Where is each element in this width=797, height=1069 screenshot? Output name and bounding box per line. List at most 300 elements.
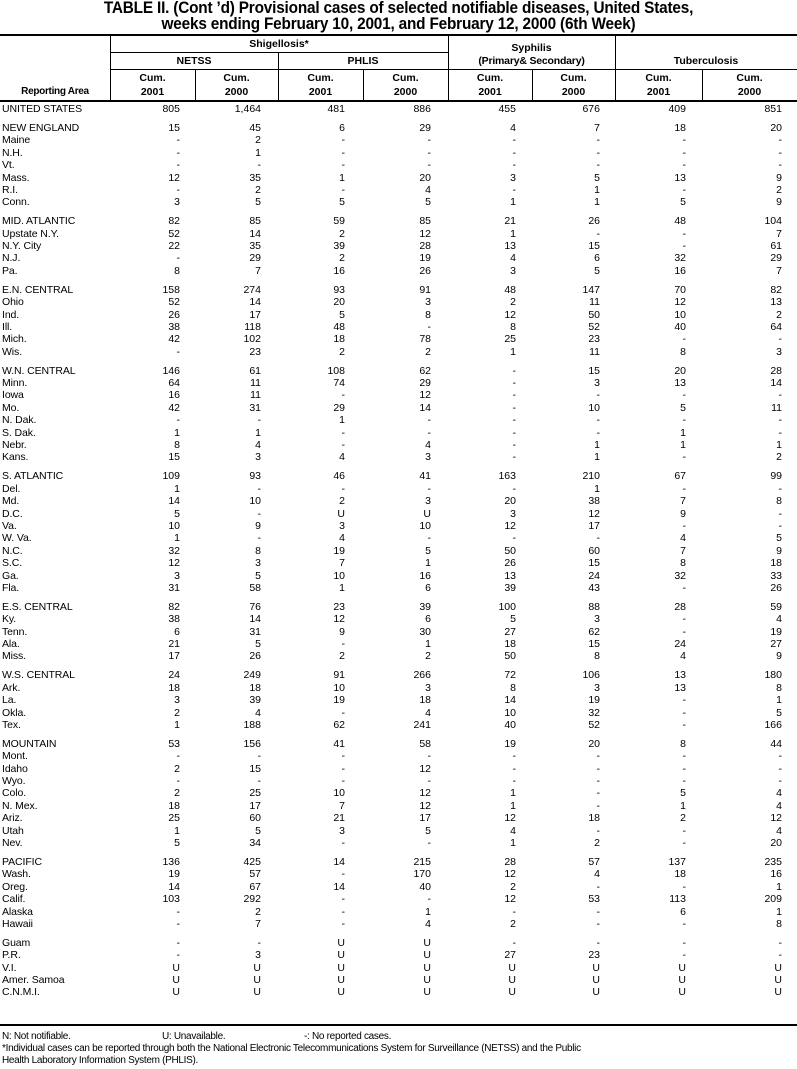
cell-value: 48 [674,215,686,228]
cell-value: U [423,949,431,962]
reporting-area-name: Okla. [2,706,27,719]
table-row [0,365,797,377]
year-label: 2001 [646,86,671,98]
cell-value: 2 [339,252,345,265]
cell-value: 18 [168,799,180,812]
cell-value: - [596,917,600,930]
reporting-area-name: Ariz. [2,812,23,825]
table-row [0,103,797,115]
reporting-area-name: Guam [2,936,31,949]
cell-value: - [257,507,261,520]
cell-value: 137 [668,855,686,868]
cell-value: - [596,750,600,763]
cell-value: - [512,936,516,949]
cell-value: 17 [419,812,431,825]
table-row [0,495,797,507]
cum-label: Cum. [560,72,587,84]
cell-value: 180 [764,669,782,682]
cell-value: 35 [249,171,261,184]
table-row [0,184,797,196]
cell-value: - [682,949,686,962]
cell-value: 14 [333,855,345,868]
cell-value: 8 [680,345,686,358]
cell-value: - [176,345,180,358]
cell-value: 409 [668,103,686,115]
reporting-area-name: Colo. [2,787,27,800]
cell-value: 3 [510,264,516,277]
table-row [0,172,797,184]
cell-value: 18 [249,681,261,694]
cell-value: 57 [588,855,600,868]
cell-value: 3 [339,824,345,837]
cell-value: 5 [174,837,180,849]
cell-value: 14 [168,880,180,893]
cell-value: 13 [674,171,686,184]
cell-value: 12 [674,296,686,309]
cell-value: - [176,750,180,763]
cell-value: 8 [510,681,516,694]
cell-value: 11 [250,377,261,389]
cell-value: 29 [419,377,431,389]
cell-value: - [341,893,345,906]
cell-value: 1 [174,426,180,439]
cell-value: 3 [425,296,431,309]
cell-value: 241 [413,718,431,731]
cell-value: - [682,227,686,240]
cell-value: 6 [425,613,431,626]
cell-value: 39 [419,600,431,613]
cell-value: 5 [339,196,345,209]
reporting-area-name: Ark. [2,681,21,694]
cell-value: 147 [582,283,600,296]
cell-value: 41 [333,737,345,750]
cell-value: 61 [249,364,261,377]
table-row [0,868,797,880]
cell-value: 12 [504,812,516,825]
cell-value: 48 [504,283,516,296]
cell-value: - [778,333,782,346]
cell-value: 15 [588,638,600,650]
reporting-area-name: Nev. [2,837,23,849]
table-row [0,470,797,482]
cell-value: 52 [588,718,600,731]
cell-value: 3 [339,519,345,532]
cell-value: 64 [168,377,180,389]
table-title [28,0,769,32]
cell-value: 6 [174,625,180,638]
cell-value: 28 [419,240,431,252]
cell-value: 8 [425,308,431,321]
cell-value: - [778,146,782,159]
title-line-1: TABLE II. (Cont ’d) Provisional cases of selected notifiable diseases, United States, [103,0,694,17]
cell-value: 3 [174,196,180,209]
cell-value: - [176,159,180,172]
cell-value: 28 [770,364,782,377]
table-row [0,134,797,146]
cell-value: 2 [339,650,345,663]
cum-label: Cum. [476,72,504,84]
reporting-area-name: Ohio [2,296,24,309]
cell-value: 5 [339,308,345,321]
cell-value: - [778,414,782,427]
cell-value: - [341,426,345,439]
table-row [0,626,797,638]
reporting-area-name: Wis. [2,345,23,358]
cell-value: 14 [249,296,261,309]
cell-value: 10 [333,569,345,582]
cell-value: 2 [680,812,686,825]
cell-value: U [423,974,431,986]
cell-value: 5 [680,787,686,800]
cell-value: 6 [594,252,600,265]
cell-value: 26 [504,557,516,570]
cell-value: 42 [168,401,180,414]
cell-value: 455 [498,103,516,115]
cell-value: - [596,227,600,240]
cell-value: 188 [243,718,261,731]
cell-value: - [512,389,516,402]
cell-value: 102 [243,333,261,346]
reporting-area-name: N.C. [2,544,23,557]
cell-value: 24 [168,669,180,682]
table-row [0,650,797,662]
cell-value: - [682,625,686,638]
shigellosis-rule [110,52,448,53]
cell-value: 27 [504,625,516,638]
cell-value: 1 [510,799,516,812]
cell-value: 12 [419,762,431,775]
cum-label: Cum. [307,72,334,84]
cell-value: 481 [327,103,345,115]
cell-value: 23 [249,345,261,358]
cell-value: 14 [504,694,516,707]
cell-value: U [172,974,180,986]
cell-value: 18 [168,681,180,694]
cell-value: - [778,750,782,763]
cell-value: 292 [243,893,261,906]
cell-value: 170 [413,868,431,881]
cell-value: 3 [425,495,431,508]
cell-value: - [682,240,686,252]
table-bottom-rule [0,1024,797,1026]
cell-value: 26 [168,308,180,321]
reporting-area-name: Minn. [2,377,28,389]
cell-value: - [176,775,180,787]
cell-value: 64 [770,320,782,333]
cell-value: 17 [168,650,180,663]
cell-value: 1 [776,905,782,918]
header-top-rule [0,34,797,36]
cell-value: - [176,134,180,147]
cell-value: U [508,961,516,974]
table-row [0,707,797,719]
cell-value: - [176,936,180,949]
reporting-area-name: Mass. [2,171,30,184]
reporting-area-name: Iowa [2,389,24,402]
cell-value: 35 [249,240,261,252]
cell-value: 1 [594,439,600,451]
table-row [0,520,797,532]
reporting-area-name: Hawaii [2,917,33,930]
cell-value: 5 [255,824,261,837]
cell-value: 4 [776,824,782,837]
cell-value: - [682,183,686,196]
cell-value: 5 [680,196,686,209]
cell-value: 118 [244,320,261,333]
table-row [0,284,797,296]
shigellosis-header: Shigellosis* [249,38,309,50]
cell-value: 10 [588,401,600,414]
cell-value: - [512,134,516,147]
cell-value: 7 [680,544,686,557]
cell-value: 3 [776,345,782,358]
cell-value: - [176,252,180,265]
cell-value: 44 [770,737,782,750]
cell-value: 93 [249,470,261,483]
reporting-area-header: Reporting Area [21,86,89,97]
cell-value: - [778,426,782,439]
cell-value: U [337,949,345,962]
cell-value: 25 [504,333,516,346]
cell-value: U [774,961,782,974]
cell-value: 5 [255,569,261,582]
cell-value: - [512,762,516,775]
syphilis-subheader: (Primary& Secondary) [478,55,585,67]
table-row [0,321,797,333]
cell-value: 108 [327,364,345,377]
cell-value: 10 [168,519,180,532]
cell-value: 12 [504,893,516,906]
cell-value: 2 [510,880,516,893]
cell-value: 9 [680,507,686,520]
cell-value: 15 [588,364,600,377]
cell-value: U [253,986,261,999]
cum-label: Cum. [139,72,166,84]
year-label: 2000 [561,86,586,98]
reporting-area-name: Conn. [2,196,30,209]
footnote-note-1: *Individual cases can be reported through both the National Electronic Telecommunications System for Surveillance (NETSS) and the Public [2,1043,581,1054]
table-row [0,196,797,208]
cell-value: 23 [588,333,600,346]
cell-value: 21 [504,215,516,228]
cell-value: 1 [255,146,261,159]
cell-value: - [778,507,782,520]
table-row [0,719,797,731]
cell-value: - [682,694,686,707]
cell-value: - [257,532,261,545]
cell-value: 20 [770,837,782,849]
cell-value: 5 [594,264,600,277]
cell-value: - [427,837,431,849]
table-row [0,483,797,495]
cell-value: 14 [770,377,782,389]
cell-value: - [341,750,345,763]
cell-value: 19 [168,868,180,881]
cell-value: - [341,917,345,930]
reporting-area-name: E.S. CENTRAL [2,600,73,613]
cell-value: 4 [339,532,345,545]
table-row [0,949,797,961]
table-row [0,893,797,905]
cell-value: 28 [504,855,516,868]
cell-value: 62 [588,625,600,638]
cell-value: - [341,183,345,196]
cell-value: 4 [510,121,516,134]
cell-value: 59 [333,215,345,228]
legend-unavailable: U: Unavailable. [162,1031,226,1042]
cell-value: 20 [419,171,431,184]
cell-value: - [778,775,782,787]
cell-value: 13 [674,669,686,682]
cell-value: 58 [249,581,261,594]
reporting-area-name: Idaho [2,762,28,775]
cell-value: U [423,961,431,974]
cell-value: - [778,389,782,402]
cell-value: 4 [425,439,431,451]
table-row [0,974,797,986]
reporting-area-name: Pa. [2,264,18,277]
year-label: 2001 [140,86,165,98]
table-row [0,122,797,134]
cell-value: 1 [255,426,261,439]
cell-value: 3 [174,569,180,582]
cell-value: 8 [594,650,600,663]
cell-value: 74 [333,377,345,389]
cell-value: 1 [510,196,516,209]
cell-value: - [682,775,686,787]
cell-value: 50 [588,308,600,321]
table-row [0,570,797,582]
cell-value: - [682,333,686,346]
legend-no-cases: -: No reported cases. [304,1031,392,1042]
table-row [0,532,797,544]
cell-value: 61 [770,240,782,252]
cell-value: 30 [419,625,431,638]
reporting-area-name: Vt. [2,159,15,172]
cell-value: - [596,799,600,812]
cell-value: 39 [249,694,261,707]
cell-value: - [341,706,345,719]
cell-value: 16 [674,264,686,277]
cell-value: 9 [776,650,782,663]
cell-value: 11 [771,401,782,414]
reporting-area-name: PACIFIC [2,855,42,868]
cell-value: 1 [594,196,600,209]
table-row [0,240,797,252]
cell-value: 8 [680,557,686,570]
cum-label: Cum. [736,72,763,84]
cell-value: - [257,482,261,495]
cell-value: - [427,159,431,172]
cell-value: 7 [255,264,261,277]
cell-value: - [512,482,516,495]
cell-value: 7 [680,495,686,508]
cell-value: 20 [333,296,345,309]
cell-value: - [682,936,686,949]
cell-value: 8 [680,737,686,750]
cell-value: 19 [333,544,345,557]
cell-value: 103 [162,893,180,906]
cell-value: 50 [504,650,516,663]
tuberculosis-header: Tuberculosis [673,55,739,67]
reporting-area-name: N. Mex. [2,799,38,812]
cell-value: - [682,880,686,893]
cell-value: - [682,824,686,837]
cell-value: 7 [594,121,600,134]
table-row [0,557,797,569]
cell-value: 425 [243,855,261,868]
reporting-area-name: Md. [2,495,20,508]
cell-value: 14 [333,880,345,893]
table-row [0,738,797,750]
cell-value: 18 [674,868,686,881]
cell-value: U [592,974,600,986]
cell-value: 29 [419,121,431,134]
cell-value: 41 [419,470,431,483]
cell-value: 15 [588,240,600,252]
cell-value: - [512,905,516,918]
cell-value: 14 [249,227,261,240]
cell-value: - [176,905,180,918]
cell-value: 6 [339,121,345,134]
table-row [0,881,797,893]
cell-value: 24 [674,638,686,650]
table-row [0,601,797,613]
cell-value: 676 [582,103,600,115]
table-row [0,775,797,787]
cell-value: - [596,775,600,787]
cell-value: 10 [504,706,516,719]
reporting-area-name: MID. ATLANTIC [2,215,76,228]
cell-value: - [512,183,516,196]
cell-value: 43 [588,581,600,594]
syphilis-rule-left [110,69,797,70]
cell-value: 21 [168,638,180,650]
reporting-area-name: N.J. [2,252,21,265]
cell-value: 3 [425,681,431,694]
cell-value: 12 [770,812,782,825]
cell-value: 2 [425,345,431,358]
cell-value: U [337,936,345,949]
cell-value: - [682,706,686,719]
table-row [0,427,797,439]
reporting-area-name: Va. [2,519,17,532]
cell-value: 2 [255,183,261,196]
cell-value: 2 [174,706,180,719]
cell-value: 10 [249,495,261,508]
reporting-area-name: Mich. [2,333,27,346]
cell-value: - [427,482,431,495]
cell-value: 6 [680,905,686,918]
cell-value: 52 [168,296,180,309]
reporting-area-name: Wash. [2,868,31,881]
cell-value: 13 [504,240,516,252]
cell-value: - [176,414,180,427]
reporting-area-name: W. Va. [2,532,32,545]
cell-value: U [423,936,431,949]
cell-value: 1 [680,426,686,439]
cell-value: - [176,146,180,159]
cell-value: - [341,146,345,159]
cell-value: 18 [674,121,686,134]
cell-value: - [596,905,600,918]
cell-value: 12 [588,507,600,520]
cell-value: - [596,532,600,545]
cell-value: - [596,146,600,159]
cell-value: 57 [249,868,261,881]
reporting-area-name: C.N.M.I. [2,986,40,999]
table-row [0,451,797,463]
